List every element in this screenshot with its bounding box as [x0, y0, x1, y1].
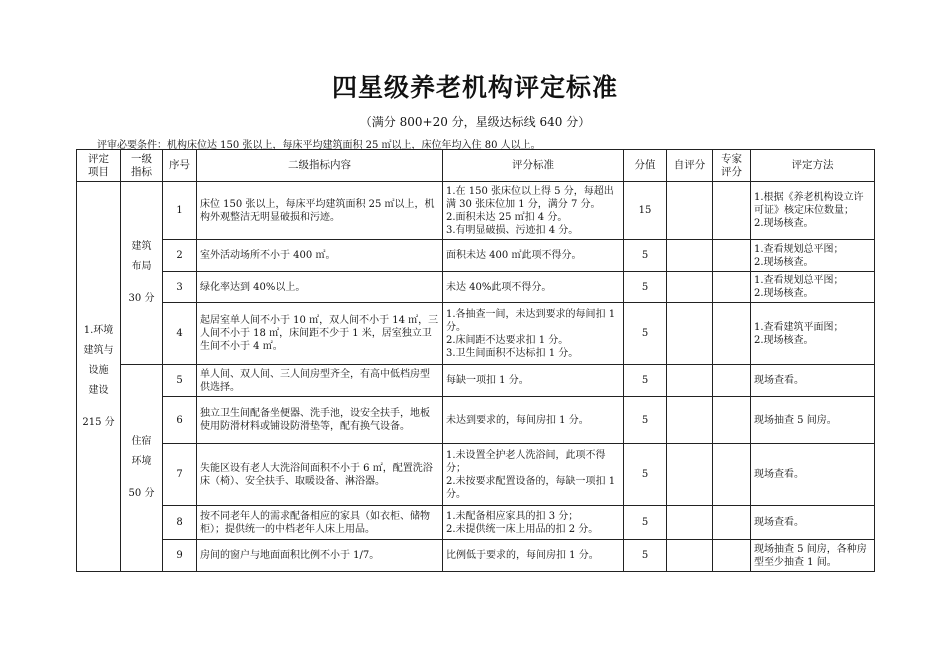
score-cell: 5	[624, 272, 667, 303]
content-cell: 绿化率达到 40%以上。	[197, 272, 443, 303]
header-row	[77, 150, 875, 182]
score-cell: 5	[624, 506, 667, 540]
score-cell: 5	[624, 397, 667, 444]
self-score-cell[interactable]	[667, 397, 713, 444]
self-score-cell[interactable]	[667, 240, 713, 272]
group-cell-layout: 建筑 布局 30 分	[121, 182, 163, 365]
seq-cell: 3	[163, 272, 197, 303]
criteria-cell: 未达 40%此项不得分。	[443, 272, 624, 303]
header-item: 评定 项目	[77, 150, 121, 182]
score-cell: 5	[624, 240, 667, 272]
page-title: 四星级养老机构评定标准	[331, 73, 618, 102]
method-cell: 1.查看建筑平面图； 2.现场核查。	[751, 303, 875, 365]
method-cell: 1.查看规划总平图； 2.现场核查。	[751, 272, 875, 303]
content-cell: 失能区设有老人大洗浴间面积不小于 6 ㎡，配置洗浴床（椅）、安全扶手、取暖设备、淋浴器。	[197, 444, 443, 506]
seq-cell: 5	[163, 365, 197, 397]
criteria-cell: 1.各抽查一间，未达到要求的每间扣 1 分。 2.床间距不达要求扣 1 分。 3.卫生间面积不达标扣 1 分。	[443, 303, 624, 365]
method-cell: 1.查看规划总平图； 2.现场核查。	[751, 240, 875, 272]
method-cell: 现场抽查 5 间房，各种房型至少抽查 1 间。	[751, 540, 875, 572]
header-level2: 二级指标内容	[197, 150, 443, 182]
seq-cell: 9	[163, 540, 197, 572]
seq-cell: 6	[163, 397, 197, 444]
requirement-note: 评审必要条件：机构床位达 150 张以上，每床平均建筑面积 25 ㎡以上，床位年均入住 80 人以上。	[97, 140, 541, 151]
content-cell: 单人间、双人间、三人间房型齐全，有高中低档房型供选择。	[197, 365, 443, 397]
header-method: 评定方法	[751, 150, 875, 182]
group-cell-lodging: 住宿 环境 50 分	[121, 365, 163, 572]
expert-score-cell[interactable]	[713, 240, 751, 272]
table-row	[77, 540, 875, 572]
self-score-cell[interactable]	[667, 182, 713, 240]
table-row	[77, 303, 875, 365]
method-cell: 现场查看。	[751, 506, 875, 540]
criteria-cell: 比例低于要求的，每间房扣 1 分。	[443, 540, 624, 572]
seq-cell: 8	[163, 506, 197, 540]
criteria-cell: 1.未配备相应家具的扣 3 分； 2.未提供统一床上用品的扣 2 分。	[443, 506, 624, 540]
criteria-cell: 每缺一项扣 1 分。	[443, 365, 624, 397]
score-cell: 5	[624, 365, 667, 397]
table-row	[77, 272, 875, 303]
page-subtitle: （满分 800+20 分，星级达标线 640 分）	[359, 115, 591, 129]
method-cell: 现场查看。	[751, 444, 875, 506]
self-score-cell[interactable]	[667, 365, 713, 397]
method-cell: 1.根据《养老机构设立许可证》核定床位数量； 2.现场核查。	[751, 182, 875, 240]
header-self: 自评分	[667, 150, 713, 182]
score-cell: 5	[624, 303, 667, 365]
header-seq: 序号	[163, 150, 197, 182]
method-cell: 现场查看。	[751, 365, 875, 397]
header-level1: 一级 指标	[121, 150, 163, 182]
table-row	[77, 444, 875, 506]
score-cell: 15	[624, 182, 667, 240]
content-cell: 房间的窗户与地面面积比例不小于 1/7。	[197, 540, 443, 572]
header-expert: 专家 评分	[713, 150, 751, 182]
expert-score-cell[interactable]	[713, 365, 751, 397]
criteria-table	[76, 149, 875, 572]
expert-score-cell[interactable]	[713, 506, 751, 540]
content-cell: 床位 150 张以上，每床平均建筑面积 25 ㎡以上，机构外观整洁无明显破损和污迹。	[197, 182, 443, 240]
table-row	[77, 506, 875, 540]
criteria-cell: 未达到要求的，每间房扣 1 分。	[443, 397, 624, 444]
criteria-cell: 面积未达 400 ㎡此项不得分。	[443, 240, 624, 272]
content-cell: 按不同老年人的需求配备相应的家具（如衣柜、储物柜）；提供统一的中档老年人床上用品。	[197, 506, 443, 540]
seq-cell: 4	[163, 303, 197, 365]
self-score-cell[interactable]	[667, 540, 713, 572]
score-cell: 5	[624, 444, 667, 506]
seq-cell: 2	[163, 240, 197, 272]
table-row	[77, 182, 875, 240]
seq-cell: 1	[163, 182, 197, 240]
content-cell: 独立卫生间配备坐便器、洗手池，设安全扶手，地板使用防滑材料或铺设防滑垫等，配有换气设备。	[197, 397, 443, 444]
header-criteria: 评分标准	[443, 150, 624, 182]
category-cell: 1.环境 建筑与 设施 建设 215 分	[77, 182, 121, 572]
table-row	[77, 365, 875, 397]
self-score-cell[interactable]	[667, 506, 713, 540]
expert-score-cell[interactable]	[713, 540, 751, 572]
self-score-cell[interactable]	[667, 272, 713, 303]
expert-score-cell[interactable]	[713, 182, 751, 240]
expert-score-cell[interactable]	[713, 444, 751, 506]
expert-score-cell[interactable]	[713, 303, 751, 365]
content-cell: 室外活动场所不小于 400 ㎡。	[197, 240, 443, 272]
expert-score-cell[interactable]	[713, 272, 751, 303]
score-cell: 5	[624, 540, 667, 572]
table-row	[77, 397, 875, 444]
self-score-cell[interactable]	[667, 444, 713, 506]
method-cell: 现场抽查 5 间房。	[751, 397, 875, 444]
seq-cell: 7	[163, 444, 197, 506]
criteria-cell: 1.未设置全护老人洗浴间，此项不得分； 2.未按要求配置设备的，每缺一项扣 1 分。	[443, 444, 624, 506]
content-cell: 起居室单人间不小于 10 ㎡，双人间不小于 14 ㎡，三人间不小于 18 ㎡，床间距不少于 1 米，居室独立卫生间不小于 4 ㎡。	[197, 303, 443, 365]
header-score: 分值	[624, 150, 667, 182]
criteria-cell: 1.在 150 张床位以上得 5 分，每超出满 30 张床位加 1 分，满分 7 分。 2.面积未达 25 ㎡扣 4 分。 3.有明显破损、污迹扣 4 分。	[443, 182, 624, 240]
self-score-cell[interactable]	[667, 303, 713, 365]
table-row	[77, 240, 875, 272]
expert-score-cell[interactable]	[713, 397, 751, 444]
